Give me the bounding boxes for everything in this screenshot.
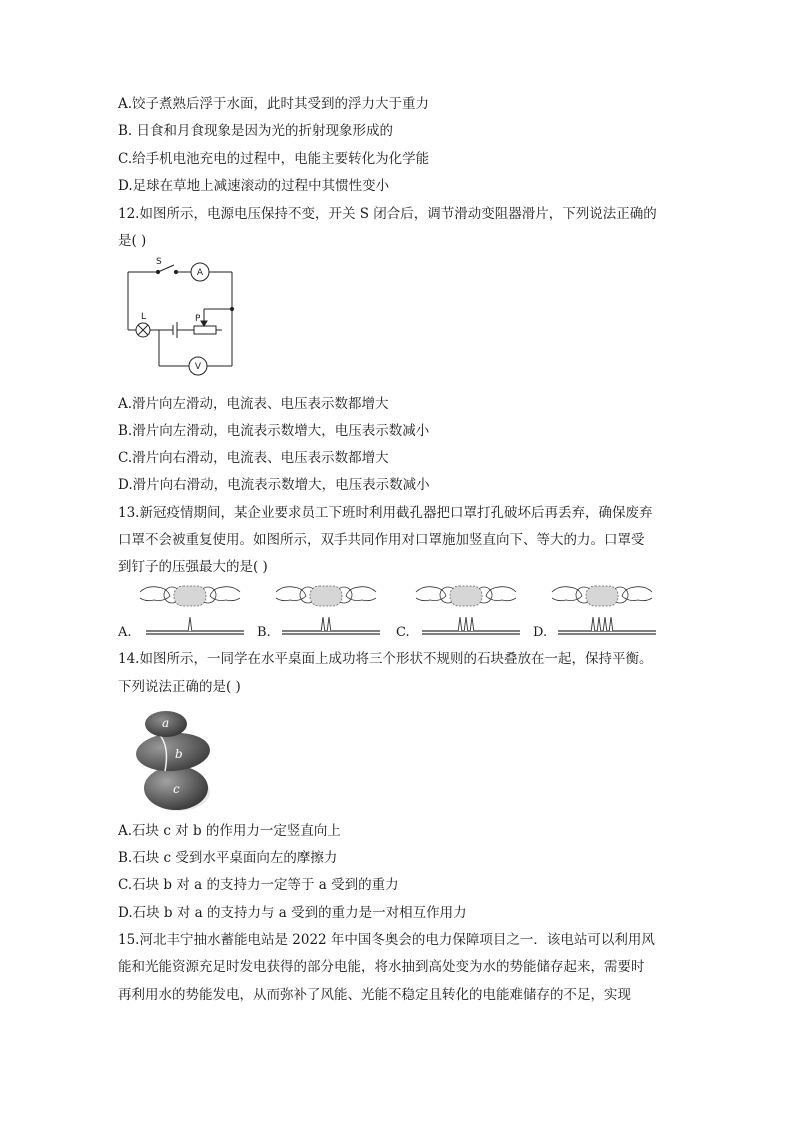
- q13-mask-figures: [0, 582, 794, 642]
- q15-stem-line-3: 再利用水的势能发电，从而弥补了风能、光能不稳定且转化的电能难储存的不足，实现: [118, 987, 631, 1003]
- mask-figure: [416, 586, 520, 634]
- nail: [470, 617, 474, 631]
- right-hand: [622, 587, 652, 601]
- right-hand: [486, 587, 516, 601]
- stone-b-label: b: [175, 747, 183, 761]
- nail: [464, 617, 468, 631]
- q14-stone-figure: [118, 705, 218, 812]
- q14-option-b: B.石块 c 受到水平桌面向左的摩擦力: [118, 850, 338, 866]
- ammeter-label: A: [196, 268, 204, 278]
- mask: [450, 586, 482, 606]
- mask: [586, 586, 618, 606]
- mask: [310, 586, 342, 606]
- nail: [591, 617, 595, 631]
- q14-stem-line-2: 下列说法正确的是( ): [118, 679, 241, 695]
- nail: [327, 617, 331, 631]
- left-hand: [140, 587, 170, 601]
- stone-c-label: c: [173, 782, 180, 796]
- left-hand: [416, 587, 446, 601]
- stone-b: [135, 730, 211, 773]
- lamp-label: L: [141, 312, 147, 322]
- q12-option-d: D.滑片向右滑动，电流表示数增大，电压表示数减小: [118, 477, 430, 493]
- q12-option-b: B.滑片向左滑动，电流表示数增大，电压表示数减小: [118, 423, 430, 439]
- mask-figure: [140, 586, 244, 634]
- right-hand: [210, 587, 240, 601]
- q11-option-a: A.饺子煮熟后浮于水面，此时其受到的浮力大于重力: [118, 96, 430, 112]
- left-hand: [552, 587, 582, 601]
- q14-option-d: D.石块 b 对 a 的支持力与 a 受到的重力是一对相互作用力: [118, 905, 467, 921]
- rheostat-symbol: [194, 326, 216, 334]
- q14-option-a: A.石块 c 对 b 的作用力一定竖直向上: [118, 823, 341, 839]
- q12-stem-line-2: 是( ): [118, 233, 147, 249]
- q11-option-d: D.足球在草地上减速滚动的过程中其惯性变小: [118, 178, 390, 194]
- switch-label: S: [156, 257, 162, 267]
- q12-option-c: C.滑片向右滑动，电流表、电压表示数都增大: [118, 450, 389, 466]
- nail: [458, 617, 462, 631]
- q12-option-a: A.滑片向左滑动，电流表、电压表示数都增大: [118, 396, 389, 412]
- stone-a-label: a: [162, 716, 170, 730]
- nail: [603, 617, 607, 631]
- nail: [321, 617, 325, 631]
- left-hand: [276, 587, 306, 601]
- q13-option-b-label: B.: [257, 625, 271, 640]
- slider-label: P: [195, 314, 201, 324]
- q13-stem-line-2: 口罩不会被重复使用。如图所示，双手共同作用对口罩施加竖直向下、等大的力。口罩受: [118, 532, 645, 548]
- nail: [597, 617, 601, 631]
- q15-stem-line-1: 15.河北丰宁抽水蓄能电站是 2022 年中国冬奥会的电力保障项目之一．该电站可以利用风: [118, 932, 655, 948]
- nail: [188, 617, 192, 631]
- q13-option-a-label: A.: [118, 625, 132, 640]
- mask-figure: [552, 586, 656, 634]
- q13-option-d-label: D.: [533, 625, 548, 640]
- voltmeter-label: V: [194, 362, 202, 372]
- q15-stem-line-2: 能和光能资源充足时发电获得的部分电能，将水抽到高处变为水的势能储存起来，需要时: [118, 959, 645, 975]
- q13-stem-line-3: 到钉子的压强最大的是( ): [118, 559, 268, 575]
- q14-stem-line-1: 14.如图所示，一同学在水平桌面上成功将三个形状不规则的石块叠放在一起，保持平衡。: [118, 651, 653, 667]
- q11-option-c: C.给手机电池充电的过程中，电能主要转化为化学能: [118, 151, 430, 167]
- right-hand: [346, 587, 376, 601]
- q11-option-b: B. 日食和月食现象是因为光的折射现象形成的: [118, 123, 394, 139]
- mask: [174, 586, 206, 606]
- nail: [609, 617, 613, 631]
- q14-option-c: C.石块 b 对 a 的支持力一定等于 a 受到的重力: [118, 877, 399, 893]
- mask-figure: [276, 586, 380, 634]
- q13-stem-line-1: 13.新冠疫情期间，某企业要求员工下班时利用截孔器把口罩打孔破坏后再丢弃，确保废弃: [118, 505, 653, 521]
- q12-stem-line-1: 12.如图所示，电源电压保持不变，开关 S 闭合后，调节滑动变阻器滑片，下列说法正确的: [118, 206, 657, 222]
- q12-circuit-diagram: [118, 255, 248, 380]
- q13-option-c-label: C.: [396, 625, 410, 640]
